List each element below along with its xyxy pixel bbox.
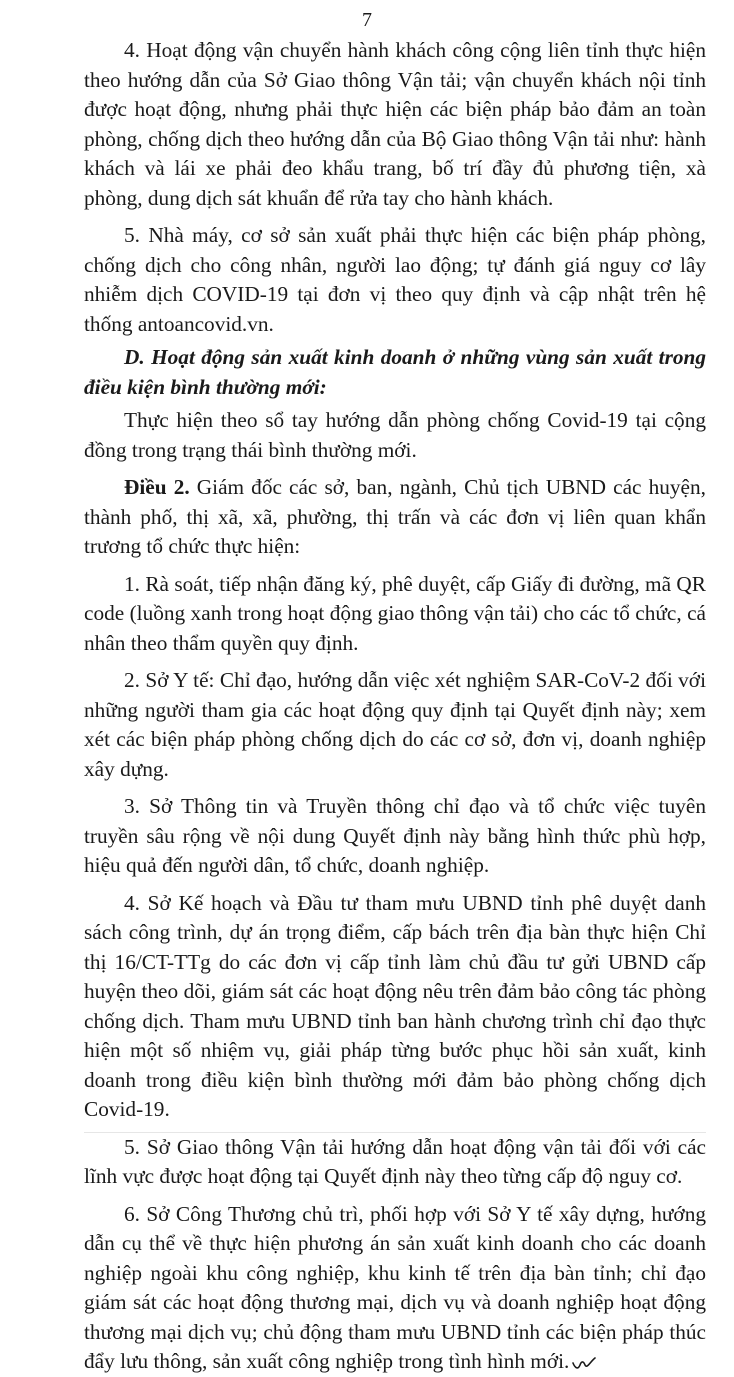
document-body bbox=[84, 36, 706, 1377]
article-2-item-2: 2. Sở Y tế: Chỉ đạo, hướng dẫn việc xét nghiệm SAR-CoV-2 đối với những người tham gia các hoạt động quy định tại Quyết định này; xem xét các biện pháp phòng chống dịch do các cơ sở, đơn vị, doanh nghiệp xây dựng. bbox=[84, 668, 706, 781]
paragraph-4-passenger-transport: 4. Hoạt động vận chuyển hành khách công cộng liên tỉnh thực hiện theo hướng dẫn của Sở Giao thông Vận tải; vận chuyển khách nội tỉnh được hoạt động, nhưng phải thực hiện các biện pháp bảo đảm an toàn phòng, chống dịch theo hướng dẫn của Bộ Giao thông Vận tải như: hành khách và lái xe phải đeo khẩu trang, bố trí đầy đủ phương tiện, xà phòng, dung dịch sát khuẩn để rửa tay cho hành khách. bbox=[84, 38, 706, 210]
article-2-item-5: 5. Sở Giao thông Vận tải hướng dẫn hoạt động vận tải đối với các lĩnh vực được hoạt động tại Quyết định này theo từng cấp độ nguy cơ. bbox=[84, 1134, 706, 1188]
article-2-item-3: 3. Sở Thông tin và Truyền thông chỉ đạo và tổ chức việc tuyên truyền sâu rộng về nội dung Quyết định này bằng hình thức phù hợp, hiệu quả đến người dân, tổ chức, doanh nghiệp. bbox=[84, 794, 706, 877]
article-2-lead: Điều 2. bbox=[124, 475, 190, 499]
paragraph-5-factories: 5. Nhà máy, cơ sở sản xuất phải thực hiện các biện pháp phòng, chống dịch cho công nhân, người lao động; tự đánh giá nguy cơ lây nhiễm dịch COVID-19 tại đơn vị theo quy định và cập nhật trên hệ thống antoancovid.vn. bbox=[84, 223, 706, 336]
article-2-item-6-text: 6. Sở Công Thương chủ trì, phối hợp với Sở Y tế xây dựng, hướng dẫn cụ thể về thực hiện phương án sản xuất kinh doanh cho các doanh nghiệp ngoài khu công nghiệp, khu kinh tế trên địa bàn tỉnh; chỉ đạo giám sát các hoạt động thương mại, dịch vụ và doanh nghiệp hoạt động thương mại dịch vụ; chủ động tham mưu UBND tỉnh các biện pháp thúc đẩy lưu thông, sản xuất công nghiệp trong tình hình mới. bbox=[84, 1201, 706, 1373]
article-2-intro-text: Giám đốc các sở, ban, ngành, Chủ tịch UBND các huyện, thành phố, thị xã, xã, phường, thị trấn và các đơn vị liên quan khẩn trương tổ chức thực hiện: bbox=[84, 475, 706, 558]
article-2-item-4: 4. Sở Kế hoạch và Đầu tư tham mưu UBND tỉnh phê duyệt danh sách công trình, dự án trọng điểm, cấp bách trên địa bàn thực hiện Chỉ thị 16/CT-TTg do các đơn vị cấp tỉnh làm chủ đầu tư gửi UBND cấp huyện theo dõi, giám sát các hoạt động nêu trên đảm bảo công tác phòng chống dịch. Tham mưu UBND tỉnh ban hành chương trình chỉ đạo thực hiện một số nhiệm vụ, giải pháp từng bước phục hồi sản xuất, kinh doanh trong điều kiện bình thường mới đảm bảo phòng chống dịch Covid-19. bbox=[84, 890, 706, 1121]
section-d-heading: D. Hoạt động sản xuất kinh doanh ở những vùng sản xuất trong điều kiện bình thường mới: bbox=[84, 345, 706, 399]
page-number: 7 bbox=[362, 9, 372, 31]
article-2-item-1: 1. Rà soát, tiếp nhận đăng ký, phê duyệt, cấp Giấy đi đường, mã QR code (luồng xanh trong hoạt động giao thông vận tải) cho các tổ chức, cá nhân theo thẩm quyền quy định. bbox=[84, 571, 706, 655]
initial-mark-icon bbox=[572, 1356, 596, 1370]
article-2-item-6 bbox=[84, 1200, 706, 1377]
bottom-rule bbox=[84, 1132, 706, 1133]
article-2-intro bbox=[84, 473, 706, 562]
section-d-body: Thực hiện theo sổ tay hướng dẫn phòng chống Covid-19 tại cộng đồng trong trạng thái bình thường mới. bbox=[84, 408, 706, 462]
